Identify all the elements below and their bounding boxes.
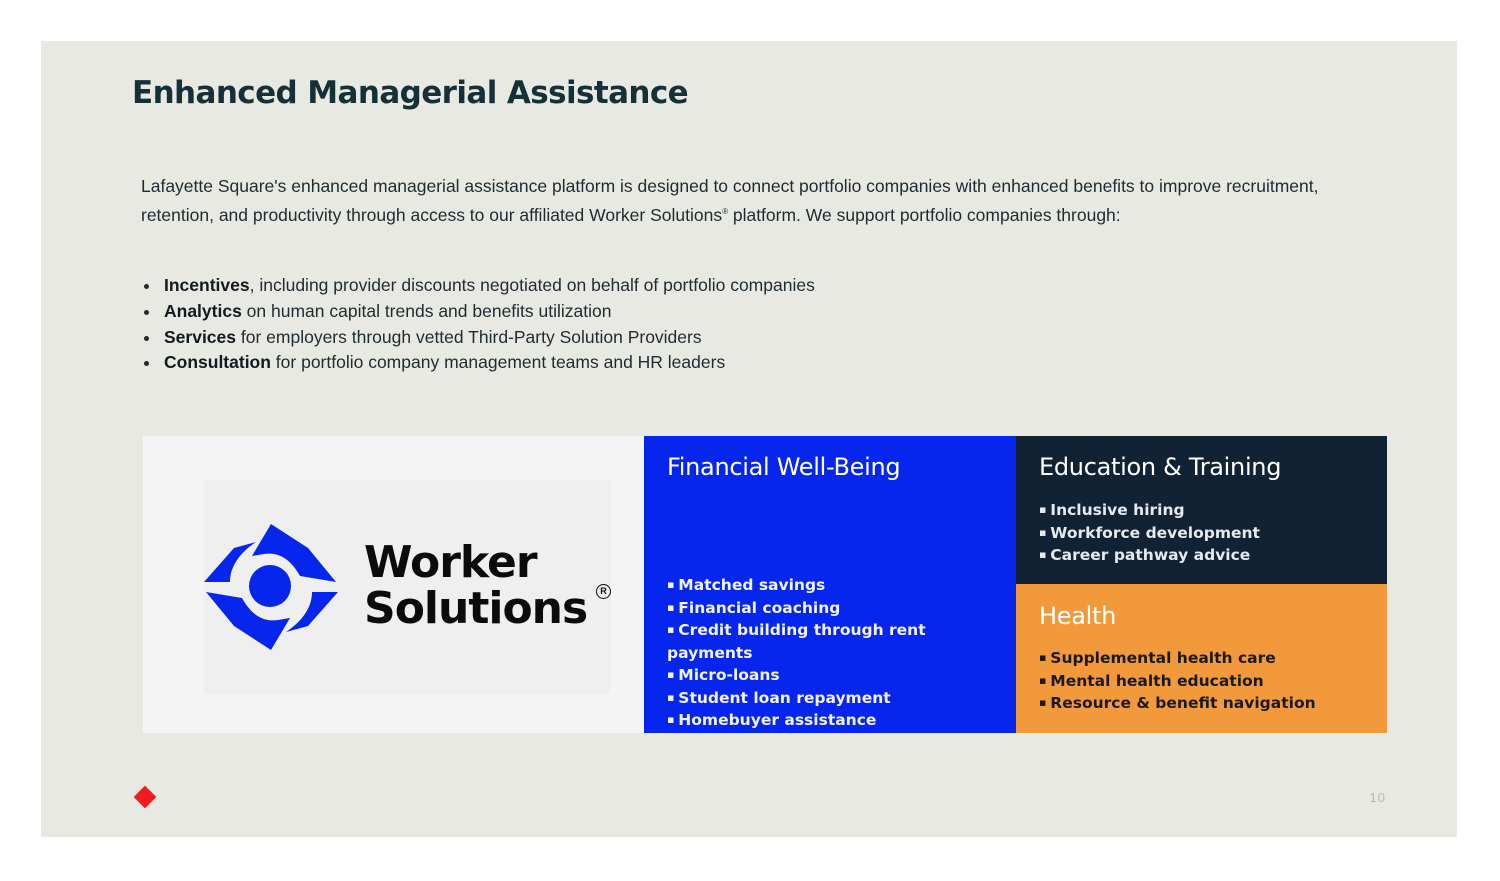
benefits-panel (143, 436, 1387, 733)
education-list (1039, 499, 1260, 567)
bullet-bold: Incentives (164, 275, 250, 295)
list-item: ▪ Supplemental health care (1039, 647, 1316, 670)
list-item: ▪ Credit building through rent payments (667, 619, 1016, 664)
intro-registered-mark: ® (722, 207, 728, 216)
list-item: ▪ Resource & benefit navigation (1039, 692, 1316, 715)
bullet-text: for portfolio company management teams and HR leaders (270, 352, 726, 373)
intro-text-before: Lafayette Square's enhanced managerial assistance platform is designed to connect portfolio companies with enhanced benefits to improve recruitment, retention, and productivity through access to our affiliated Worker Solutions (141, 176, 1319, 225)
page-number: 10 (1369, 790, 1386, 805)
logo-line-1: Worker (364, 537, 537, 588)
red-diamond-icon (134, 786, 157, 809)
worker-solutions-logo (204, 480, 611, 694)
bullet-services (164, 325, 815, 351)
support-bullet-list (164, 273, 815, 376)
registered-trademark-icon: R (596, 584, 611, 599)
list-item: ▪ Financial coaching (667, 597, 1016, 620)
bullet-bold: Analytics (164, 300, 242, 321)
bullet-bold: Services (164, 326, 237, 347)
bullet-consultation (164, 350, 815, 376)
list-item: ▪ Homebuyer assistance (667, 709, 1016, 732)
health-list (1039, 647, 1316, 715)
financial-list (667, 574, 1016, 732)
bullet-incentives (164, 273, 815, 299)
bullet-analytics (164, 299, 815, 325)
logo-area (143, 436, 644, 733)
bullet-text: , including provider discounts negotiated on behalf of portfolio companies (249, 275, 815, 295)
health-heading: Health (1039, 602, 1117, 630)
worker-solutions-logo-icon (204, 524, 338, 650)
bullet-text: for employers through vetted Third-Party Solution Providers (236, 326, 702, 347)
health-card (1016, 584, 1387, 733)
list-item: ▪ Career pathway advice (1039, 544, 1260, 567)
education-heading: Education & Training (1039, 453, 1282, 481)
slide (41, 41, 1457, 837)
bullet-text: on human capital trends and benefits utilization (241, 300, 612, 321)
financial-well-being-card (644, 436, 1016, 733)
intro-paragraph (141, 173, 1381, 228)
list-item: ▪ Inclusive hiring (1039, 499, 1260, 522)
list-item: ▪ Student loan repayment (667, 687, 1016, 710)
list-item: ▪ Workforce development (1039, 522, 1260, 545)
page-title: Enhanced Managerial Assistance (132, 75, 689, 111)
bullet-bold: Consultation (164, 352, 271, 373)
logo-line-2: Solutions (364, 583, 588, 634)
list-item: ▪ Mental health education (1039, 670, 1316, 693)
education-training-card (1016, 436, 1387, 584)
list-item: ▪ Micro-loans (667, 664, 1016, 687)
list-item: ▪ Matched savings (667, 574, 1016, 597)
financial-heading: Financial Well-Being (667, 453, 901, 481)
intro-text-after: platform. We support portfolio companies through: (727, 204, 1121, 225)
logo-wordmark (364, 537, 588, 634)
